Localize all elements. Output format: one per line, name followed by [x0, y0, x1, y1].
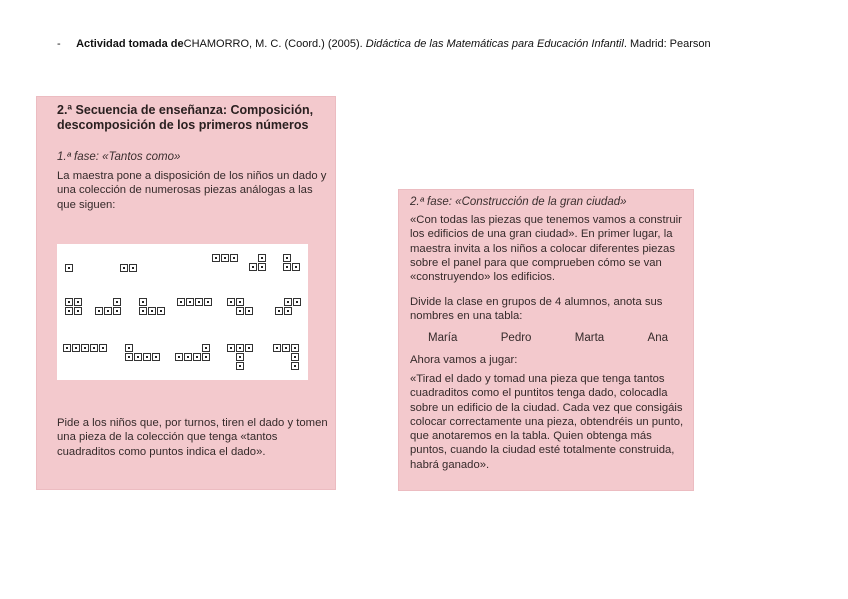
piece-square	[283, 254, 291, 262]
piece-square	[81, 344, 89, 352]
piece-square	[134, 353, 142, 361]
student-name: Pedro	[500, 332, 532, 344]
piece-square	[125, 353, 133, 361]
piece-square	[120, 264, 128, 272]
student-names-row	[428, 332, 668, 344]
piece-square	[227, 344, 235, 352]
piece-square	[202, 344, 210, 352]
piece-square	[113, 298, 121, 306]
right-paragraph-2: Divide la clase en grupos de 4 alumnos, anota sus nombres en una tabla:	[410, 296, 663, 323]
piece-square	[74, 307, 82, 315]
piece-square	[236, 298, 244, 306]
piece-square	[65, 307, 73, 315]
piece-square	[157, 307, 165, 315]
piece-square	[258, 254, 266, 262]
student-name: Marta	[574, 332, 605, 344]
left-scan-panel	[36, 96, 336, 490]
student-name: Ana	[647, 332, 668, 344]
piece-square	[282, 344, 290, 352]
piece-square	[284, 298, 292, 306]
piece-square	[292, 263, 300, 271]
citation-book-title: Didáctica de las Matemáticas para Educación Infantil	[365, 38, 624, 50]
piece-square	[129, 264, 137, 272]
citation-publisher: . Madrid: Pearson	[623, 38, 711, 50]
citation-authors: CHAMORRO, M. C. (Coord.) (2005).	[183, 38, 363, 50]
piece-square	[291, 362, 299, 370]
piece-square	[186, 298, 194, 306]
right-scan-panel	[398, 189, 694, 491]
right-paragraph-4: «Tirad el dado y tomad una pieza que tenga tantos cuadraditos como el puntitos tenga dado, colocadla sobre un edificio de la ciudad. Cada vez que consigáis colocar correctamente una pieza, obtendréis un punto, que anotaremos en la tabla. Quien obtenga más puntos, cuando la ciudad esté totalmente construida, habrá ganado».	[410, 373, 684, 471]
piece-square	[284, 307, 292, 315]
piece-square	[104, 307, 112, 315]
right-phase-heading: 2.ª fase: «Construcción de la gran ciudad»	[410, 196, 627, 208]
piece-square	[63, 344, 71, 352]
student-name: María	[428, 332, 458, 344]
piece-square	[95, 307, 103, 315]
piece-square	[227, 298, 235, 306]
piece-square	[291, 353, 299, 361]
piece-square	[193, 353, 201, 361]
piece-square	[65, 264, 73, 272]
piece-square	[236, 353, 244, 361]
left-intro-paragraph: La maestra pone a disposición de los niños un dado y una colección de numerosas piezas análogas a las que siguen:	[57, 170, 327, 211]
right-paragraph-1: «Con todas las piezas que tenemos vamos a construir los edificios de una gran ciudad». En primer lugar, la maestra invita a los niños a colocar diferentes piezas sobre el panel para que comprueben cómo se van «construyendo» los edificios.	[410, 214, 682, 284]
left-panel-title: 2.ª Secuencia de enseñanza: Composición, descomposición de los primeros números	[57, 103, 314, 132]
pieces-illustration	[57, 244, 308, 380]
right-paragraph-3: Ahora vamos a jugar:	[410, 354, 518, 366]
piece-square	[177, 298, 185, 306]
piece-square	[90, 344, 98, 352]
piece-square	[230, 254, 238, 262]
piece-square	[236, 362, 244, 370]
piece-square	[221, 254, 229, 262]
piece-square	[74, 298, 82, 306]
piece-square	[202, 353, 210, 361]
piece-square	[148, 307, 156, 315]
citation-dash: -	[57, 38, 61, 50]
piece-square	[184, 353, 192, 361]
piece-square	[273, 344, 281, 352]
piece-square	[275, 307, 283, 315]
piece-square	[236, 307, 244, 315]
piece-square	[143, 353, 151, 361]
citation-lead: Actividad tomada de	[76, 38, 184, 50]
piece-square	[291, 344, 299, 352]
left-phase-heading: 1.ª fase: «Tantos como»	[57, 151, 181, 163]
piece-square	[212, 254, 220, 262]
piece-square	[283, 263, 291, 271]
piece-square	[152, 353, 160, 361]
piece-square	[99, 344, 107, 352]
piece-square	[65, 298, 73, 306]
piece-square	[245, 344, 253, 352]
left-closing-paragraph: Pide a los niños que, por turnos, tiren el dado y tomen una pieza de la colección que tenga «tantos cuadraditos como puntos indica el dado».	[57, 417, 328, 458]
piece-square	[293, 298, 301, 306]
piece-square	[113, 307, 121, 315]
piece-square	[175, 353, 183, 361]
piece-square	[195, 298, 203, 306]
piece-square	[249, 263, 257, 271]
piece-square	[258, 263, 266, 271]
piece-square	[139, 307, 147, 315]
piece-square	[139, 298, 147, 306]
piece-square	[236, 344, 244, 352]
piece-square	[72, 344, 80, 352]
citation	[57, 38, 837, 50]
piece-square	[125, 344, 133, 352]
piece-square	[245, 307, 253, 315]
piece-square	[204, 298, 212, 306]
